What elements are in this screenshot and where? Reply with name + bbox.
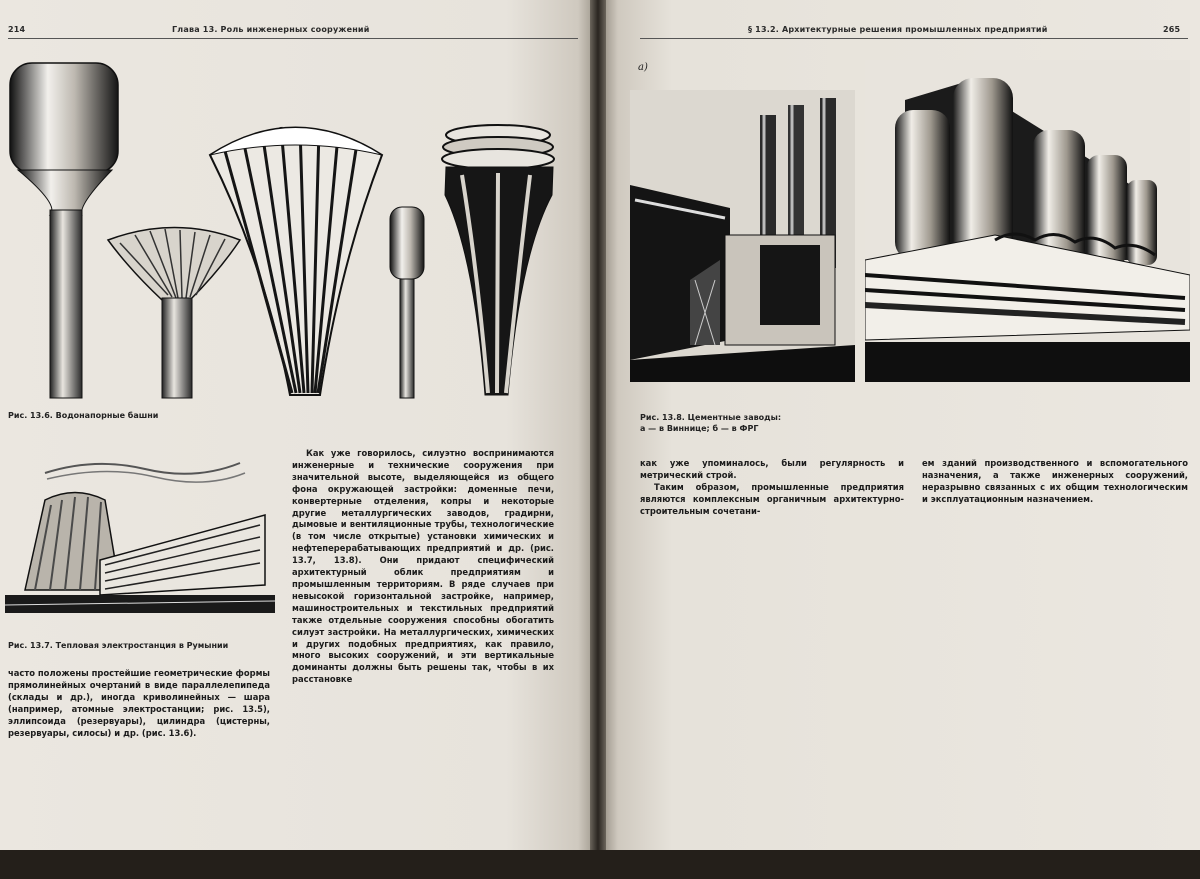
- cement-plant-b-illustration: [865, 60, 1190, 382]
- tower-2: [108, 228, 240, 399]
- right-page-number: 265: [1163, 25, 1181, 34]
- cement-plant-a-illustration: [630, 90, 855, 382]
- right-running-head: § 13.2. Архитектурные решения промышленных предприятий: [748, 25, 1048, 34]
- tower-4: [390, 207, 424, 398]
- tower-3: [210, 127, 382, 395]
- right-column-2: [922, 458, 1188, 506]
- left-col1-paragraph-1: часто положены простейшие геометрические формы прямолинейных очертаний в виде параллелепипеда (склады и др.), иногда криволинейных — шара (например, атомные электростанции; рис. 13.5), эллипсоида (резервуары), цилиндра (цистерны, резервуары, силосы) и др. (рис. 13.6).: [8, 668, 270, 738]
- book-gutter: [590, 0, 606, 879]
- power-plant-illustration: [5, 455, 280, 625]
- right-col1-paragraph-1: как уже упоминалось, были регулярность и метрический строй.: [640, 458, 904, 480]
- left-page-number: 214: [8, 25, 26, 34]
- right-col2-paragraph-1: ем зданий производственного и вспомогательного назначения, а также инженерных сооружений, неразрывно связанных с их общим технологическим и эксплуатационным назначением.: [922, 458, 1188, 504]
- right-column-1: [640, 458, 904, 518]
- left-col2-paragraph-1: Как уже говорилось, силуэтно воспринимаются инженерные и технические сооружения при значительной высоте, выделяющейся из общего фона окружающей застройки: доменные печи, конвертерные отделения, копры и некоторые другие металлургических заводов, градирни, дымовые и вентиляционные трубы, технологические (в том числе открытые) установки химических и нефтеперерабатывающих предприятий и др. (рис. 13.7, 13.8). Они придают специфический архитектурный облик предприятиям и промышленным территориям. В ряде случаев при невысокой горизонтальной застройке, например, машиностроительных и текстильных предприятий также отдельные сооружения способны обогатить силуэт застройки. На металлургических, химических и других подобных предприятиях, как правило, много высоких сооружений, и эти вертикальные доминанты должны быть решены так, чтобы в их расстановке: [292, 448, 554, 685]
- water-towers-illustration: [0, 55, 580, 405]
- figure-13-7-caption: Рис. 13.7. Тепловая электростанция в Румынии: [8, 641, 229, 650]
- left-column-2: [292, 448, 554, 686]
- figure-label-a: а): [638, 62, 648, 73]
- page-bottom-shadow: [0, 850, 1200, 879]
- right-col1-paragraph-2: Таким образом, промышленные предприятия являются комплексным органичным архитектурно-строительным сочетани-: [640, 481, 904, 516]
- left-column-1: [8, 668, 270, 739]
- left-header-rule: [8, 38, 578, 39]
- tower-1: [10, 63, 118, 398]
- figure-13-6-caption: Рис. 13.6. Водонапорные башни: [8, 411, 159, 420]
- right-header-rule: [640, 38, 1188, 39]
- tower-5: [442, 125, 554, 395]
- figure-13-8-caption: Рис. 13.8. Цементные заводы: а — в Виннице; б — в ФРГ: [640, 413, 782, 433]
- left-running-head: Глава 13. Роль инженерных сооружений: [172, 25, 370, 34]
